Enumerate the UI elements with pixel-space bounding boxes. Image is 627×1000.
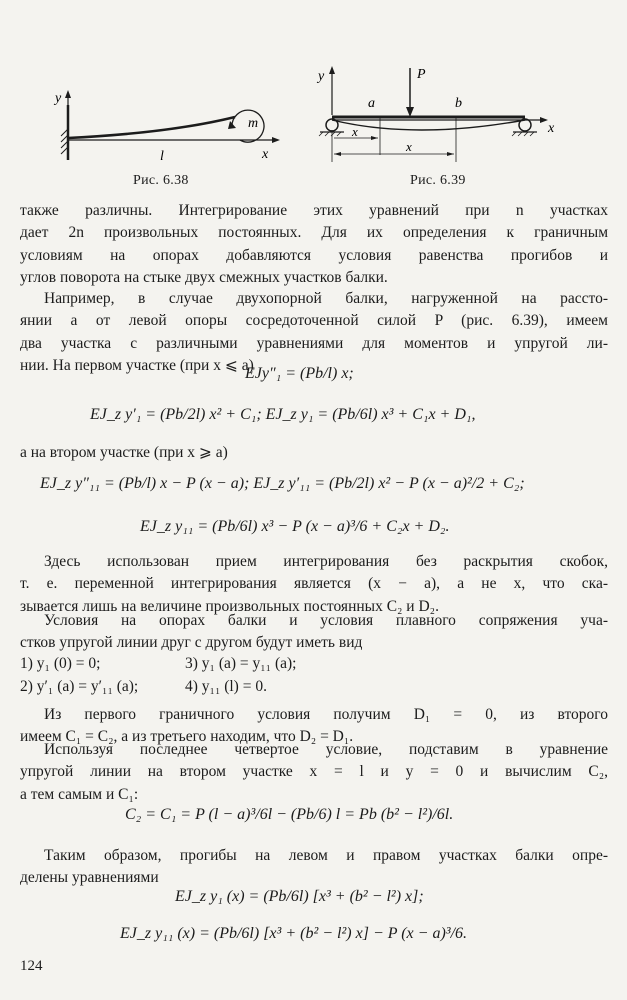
paragraph-8: Таким образом, прогибы на левом и правом участках балки опре- делены уравнениями <box>20 847 608 887</box>
condition-2: 2) y′₁ (a) = y′₁₁ (a); <box>20 678 139 695</box>
paragraph-3: а на втором участке (при x ⩾ a) <box>20 444 228 461</box>
condition-1: 1) y₁ (0) = 0; <box>20 655 101 672</box>
equation-2: EJ_z y′₁ = (Pb/2l) x² + C₁; EJ_z y₁ = (Pb/6l) x³ + C₁x + D₁, <box>90 406 476 423</box>
equation-5: C₂ = C₁ = P (l − a)³/6l − (Pb/6) l = Pb (b² − l²)/6l. <box>125 806 454 823</box>
caption-fig-6-38: Рис. 6.38 <box>133 173 189 188</box>
paragraph-4: Здесь использован прием интегрирования без раскрытия скобок, т. е. переменной интегрирования является (x − a), а не x, что ска- зывается лишь на величине произвольных постоянных C₂ и D₂. <box>20 553 608 615</box>
paragraph-5: Условия на опорах балки и условия плавного сопряжения уча- стков упругой линии друг с другом будут иметь вид <box>20 612 608 652</box>
length-label: l <box>160 149 164 164</box>
paragraph-1: также различны. Интегрирование этих уравнений при n участках дает 2n произвольных постоянных. Для их определения к граничным условиям на опорах добавляются условия равенства прогибов и углов поворота на стыке двух смежных участков балки. <box>20 202 608 287</box>
y-axis-label: y <box>55 91 62 106</box>
segment-a-label: a <box>368 96 375 111</box>
figure-6-39 <box>310 60 570 175</box>
caption-fig-6-39: Рис. 6.39 <box>410 173 466 188</box>
paragraph-6: Из первого граничного условия получим D₁ = 0, из второго имеем C₁ = C₂, а из третьего находим, что D₂ = D₁. <box>20 706 608 746</box>
equation-6: EJ_z y₁ (x) = (Pb/6l) [x³ + (b² − l²) x]; <box>175 888 424 905</box>
equation-4: EJ_z y₁₁ = (Pb/6l) x³ − P (x − a)³/6 + C₂x + D₂. <box>140 518 450 535</box>
dim-x2-label: x <box>406 139 412 154</box>
condition-3: 3) y₁ (a) = y₁₁ (a); <box>185 655 297 672</box>
dim-x1-label: x <box>352 124 358 139</box>
segment-b-label: b <box>455 96 462 111</box>
condition-4: 4) y₁₁ (l) = 0. <box>185 678 267 695</box>
paragraph-7: Используя последнее четвертое условие, подставим в уравнение упругой линии на втором участке x = l и y = 0 и вычислим C₂, а тем самым и C₁: <box>20 741 608 803</box>
x-axis-label: x <box>262 147 269 162</box>
equation-3: EJ_z y″₁₁ = (Pb/l) x − P (x − a); EJ_z y′₁₁ = (Pb/2l) x² − P (x − a)²/2 + C₂; <box>40 475 525 492</box>
x-axis-label: x <box>548 121 555 136</box>
figure-6-38 <box>50 85 290 175</box>
equation-7: EJ_z y₁₁ (x) = (Pb/6l) [x³ + (b² − l²) x] − P (x − a)³/6. <box>120 925 468 942</box>
y-axis-label: y <box>318 69 325 84</box>
equation-1: EJy″₁ = (Pb/l) x; <box>245 365 354 382</box>
force-label: P <box>417 67 426 82</box>
moment-label: m <box>248 116 259 131</box>
paragraph-2: Например, в случае двухопорной балки, нагруженной на рассто- янии a от левой опоры сосредоточенной силой P (рис. 6.39), имеем два участка с различными уравнениями для моментов и упругой ли- нии. На первом участке (при x ⩽ a) <box>20 290 608 375</box>
page-number: 124 <box>20 958 43 974</box>
